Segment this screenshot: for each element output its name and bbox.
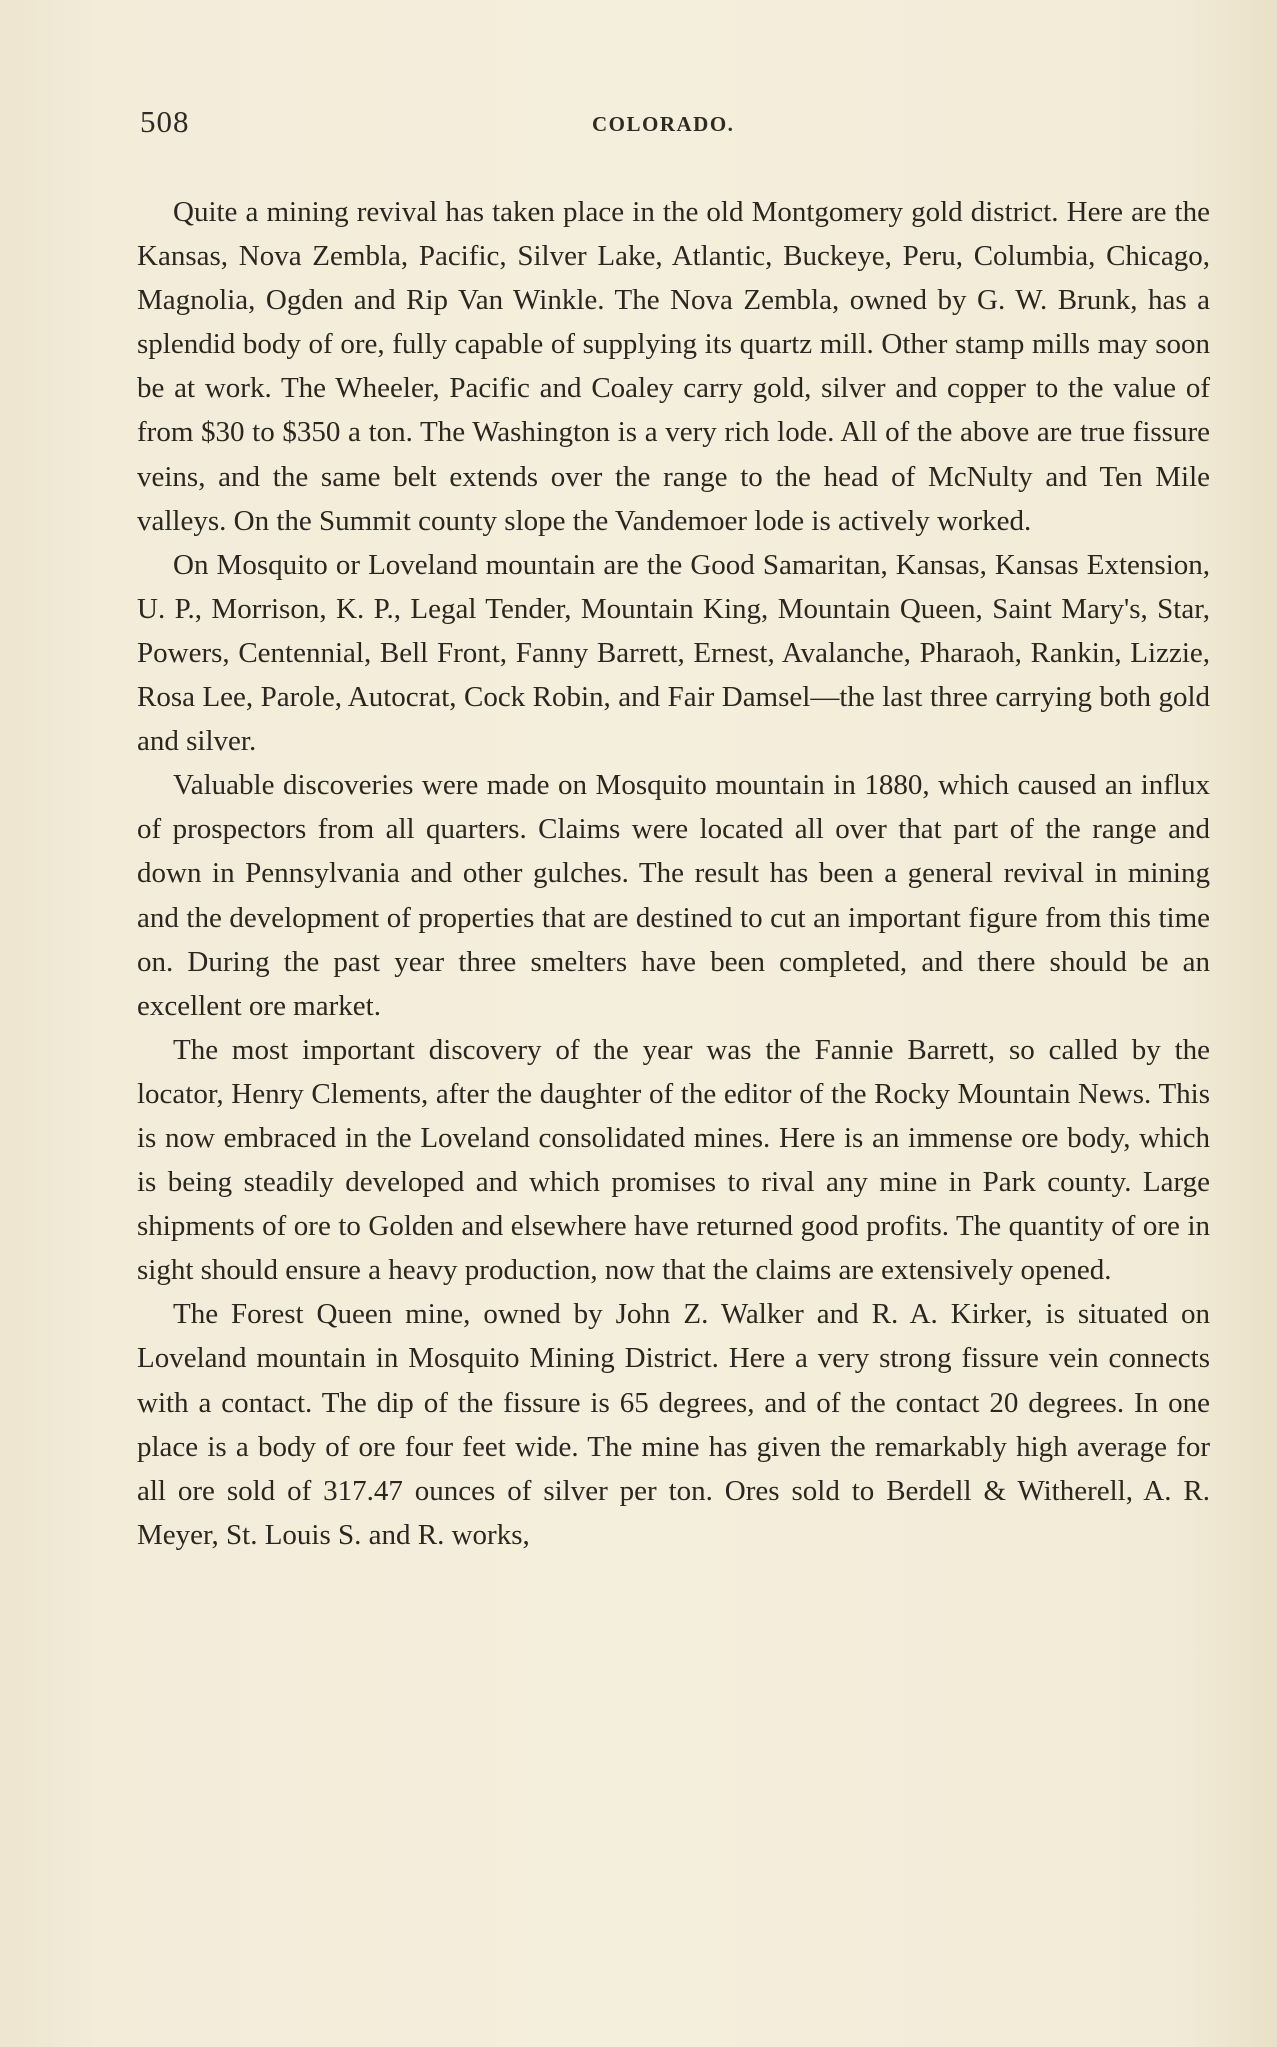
paragraph-mosquito-mountain-mines: On Mosquito or Loveland mountain are the Good Samaritan, Kansas, Kansas Extension, U. P., Morrison, K. P., Legal Tender, Mountain King, Mountain Queen, Saint Mary's, Star, Powers, Centennial, Bell Front, Fanny Barrett, Ernest, Avalanche, Pharaoh, Rankin, Lizzie, Rosa Lee, Parole, Autocrat, Cock Robin, and Fair Damsel—the last three carrying both gold and silver. bbox=[137, 548, 1210, 758]
page-number: 508 bbox=[140, 104, 190, 139]
paragraph-fannie-barrett: The most important discovery of the year was the Fannie Barrett, so called by the locator, Henry Clements, after the daughter of the editor of the Rocky Mountain News. This is now embraced in the Loveland consolidated mines. Here is an immense ore body, which is being steadily developed and which promises to rival any mine in Park county. Large shipments of ore to Golden and elsewhere have returned good profits. The quantity of ore in sight should ensure a heavy production, now that the claims are extensively opened. bbox=[137, 1033, 1210, 1287]
paragraph-forest-queen: The Forest Queen mine, owned by John Z. Walker and R. A. Kirker, is situated on Loveland mountain in Mosquito Mining District. Here a very strong fissure vein connects with a contact. The dip of the fissure is 65 degrees, and of the contact 20 degrees. In one place is a body of ore four feet wide. The mine has given the remarkably high average for all ore sold of 317.47 ounces of silver per ton. Ores sold to Berdell & Witherell, A. R. Meyer, St. Louis S. and R. works, bbox=[137, 1298, 1210, 1551]
running-head: COLORADO. bbox=[592, 112, 735, 136]
paragraph-montgomery-district: Quite a mining revival has taken place in the old Montgomery gold district. Here are the Kansas, Nova Zembla, Pacific, Silver Lake, Atlantic, Buckeye, Peru, Columbia, Chicago, Magnolia, Ogden and Rip Van Winkle. The Nova Zembla, owned by G. W. Brunk, has a splendid body of ore, fully capable of supplying its quartz mill. Other stamp mills may soon be at work. The Wheeler, Pacific and Coaley carry gold, silver and copper to the value of from $30 to $350 a ton. The Washington is a very rich lode. All of the above are true fissure veins, and the same belt extends over the range to the head of McNulty and Ten Mile valleys. On the Summit county slope the Vandemoer lode is actively worked. bbox=[137, 196, 1210, 537]
page-header bbox=[140, 104, 1210, 144]
paragraph-1880-discoveries: Valuable discoveries were made on Mosquito mountain in 1880, which caused an influx of prospectors from all quarters. Claims were located all over that part of the range and down in Pennsylvania and other gulches. The result has been a general revival in mining and the development of properties that are destined to cut an important figure from this time on. During the past year three smelters have been completed, and there should be an excellent ore market. bbox=[137, 769, 1210, 1022]
body-text bbox=[137, 190, 1210, 1557]
